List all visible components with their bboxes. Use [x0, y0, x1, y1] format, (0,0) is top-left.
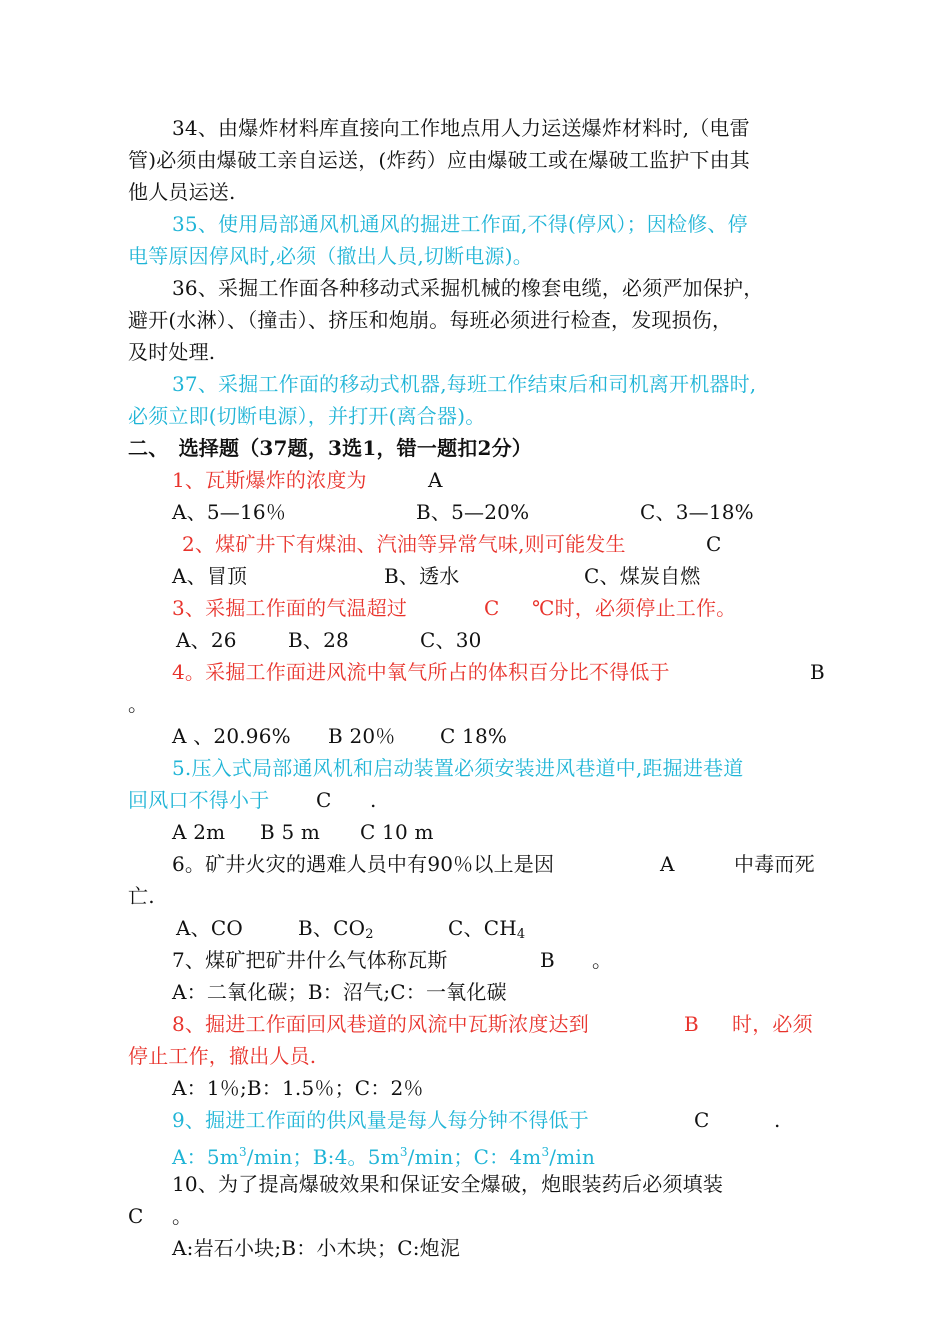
q37-line1: 37、采掘工作面的移动式机器,每班工作结束后和司机离开机器时, — [172, 372, 757, 396]
choice-3-question: 3、采掘工作面的气温超过 — [172, 596, 408, 620]
choice-9-option-b: /min；B:4。5m — [246, 1145, 400, 1169]
choice-5-options — [172, 816, 828, 848]
choice-9-tail: . — [774, 1108, 781, 1132]
choice-10-line2 — [128, 1200, 828, 1232]
choice-4-options — [172, 720, 828, 752]
choice-9-sup-3: 3 — [541, 1145, 550, 1159]
q37-line2: 必须立即(切断电源），并打开(离合器)。 — [128, 404, 486, 428]
choice-9-question: 9、掘进工作面的供风量是每人每分钟不得低于 — [172, 1108, 589, 1132]
choice-3-option-c: C、30 — [420, 628, 482, 652]
choice-2-options — [172, 560, 828, 592]
choice-4-question-line — [172, 656, 828, 688]
choice-7-answer: B — [540, 948, 555, 972]
choice-2-option-b: B、透水 — [384, 564, 460, 588]
choice-5-line1: 5.压入式局部通风机和启动装置必须安装进风巷道中,距掘进巷道 — [172, 756, 744, 780]
choice-5-option-a: A 2m — [172, 820, 226, 844]
choice-7-question: 7、煤矿把矿井什么气体称瓦斯 — [172, 948, 448, 972]
choice-4-question: 4。采掘工作面进风流中氧气所占的体积百分比不得低于 — [172, 660, 670, 684]
choice-10-options: A:岩石小块;B：小木块；C:炮泥 — [172, 1236, 461, 1260]
choice-1-options — [172, 496, 828, 528]
choice-3-options — [172, 624, 828, 656]
choice-3-option-b: B、28 — [288, 628, 349, 652]
choice-7-question-line — [172, 944, 828, 976]
q36-line1: 36、采掘工作面各种移动式采掘机械的橡套电缆，必须严加保护， — [172, 276, 764, 300]
section-2-heading: 二、 选择题（37题，3选1，错一题扣2分） — [128, 436, 532, 460]
choice-6-question: 6。矿井火灾的遇难人员中有90％以上是因 — [172, 852, 555, 876]
choice-4-answer: B — [810, 660, 825, 684]
choice-2-option-c: C、煤炭自燃 — [584, 564, 701, 588]
choice-9-answer: C — [694, 1108, 710, 1132]
choice-6-tail: 中毒而死 — [734, 852, 815, 876]
choice-1-option-b: B、5—20% — [416, 500, 530, 524]
choice-1-question: 1、瓦斯爆炸的浓度为 — [172, 468, 367, 492]
choice-9-sup-1: 3 — [238, 1145, 247, 1159]
choice-9-question-line — [172, 1104, 828, 1136]
choice-9-option-c: /min；C：4m — [407, 1145, 542, 1169]
choice-9-option-a: A：5m — [172, 1145, 239, 1169]
choice-4-tail: 。 — [128, 692, 149, 716]
q36-line3: 及时处理. — [128, 340, 216, 364]
q34-line1: 34、由爆炸材料库直接向工作地点用人力运送爆炸材料时,（电雷 — [172, 116, 750, 140]
choice-1-question-line — [172, 464, 828, 496]
choice-2-question-line — [182, 528, 828, 560]
choice-2-answer: C — [706, 532, 722, 556]
q34-line3: 他人员运送. — [128, 180, 236, 204]
q36-line2: 避开(水淋）、（撞击）、挤压和炮崩。每班必须进行检查，发现损伤， — [128, 308, 733, 332]
choice-4-option-a: A 、20.96% — [172, 724, 291, 748]
choice-10-tail: 。 — [172, 1204, 193, 1228]
choice-6-tail-2: 亡. — [128, 884, 155, 908]
choice-7-options: A：二氧化碳；B：沼气;C：一氧化碳 — [172, 980, 507, 1004]
choice-6-answer: A — [660, 852, 675, 876]
choice-6-option-c-subscript: 4 — [516, 927, 526, 942]
choice-5-line2 — [128, 784, 828, 816]
choice-6-option-a: A、CO — [176, 916, 243, 940]
choice-6-option-b-text: B、CO — [298, 916, 366, 940]
choice-3-question-line — [172, 592, 828, 624]
choice-9-options — [172, 1136, 828, 1168]
choice-8-options: A：1％;B：1.5％；C：2％ — [172, 1076, 424, 1100]
choice-1-option-a: A、5—16％ — [172, 500, 287, 524]
choice-4-number-text — [172, 660, 670, 684]
choice-4-option-b: B 20％ — [328, 724, 396, 748]
choice-6-options — [172, 912, 828, 944]
choice-10-answer: C — [128, 1204, 144, 1228]
choice-8-question-line — [172, 1008, 828, 1040]
choice-6-question-line — [172, 848, 828, 880]
choice-5-answer: C — [316, 788, 332, 812]
q35-line2: 电等原因停风时,必须（撤出人员,切断电源)。 — [128, 244, 533, 268]
choice-5-tail: . — [370, 788, 377, 812]
choice-10-line1: 10、为了提高爆破效果和保证安全爆破，炮眼装药后必须填装 — [172, 1172, 724, 1196]
choice-8-line2: 停止工作，撤出人员. — [128, 1044, 317, 1068]
choice-7-tail: 。 — [592, 948, 613, 972]
choice-2-option-a: A、冒顶 — [172, 564, 248, 588]
choice-8-question: 8、掘进工作面回风巷道的风流中瓦斯浓度达到 — [172, 1012, 589, 1036]
choice-3-answer: C — [484, 596, 500, 620]
choice-5-option-c: C 10 m — [360, 820, 434, 844]
choice-4-option-c: C 18% — [440, 724, 508, 748]
q34-line2: 管)必须由爆破工亲自运送，(炸药）应由爆破工或在爆破工监护下由其 — [128, 148, 751, 172]
choice-9-unit-end: /min — [549, 1145, 596, 1169]
choice-5-question-end: 回风口不得小于 — [128, 788, 270, 812]
choice-2-question: 2、煤矿井下有煤油、汽油等异常气味,则可能发生 — [182, 532, 626, 556]
choice-8-tail: 时，必须 — [732, 1012, 813, 1036]
choice-6-option-c-text: C、CH — [448, 916, 517, 940]
choice-5-option-b: B 5 m — [260, 820, 321, 844]
choice-3-tail: ℃时，必须停止工作。 — [532, 596, 737, 620]
choice-6-option-b-subscript: 2 — [365, 927, 374, 942]
choice-3-option-a: A、26 — [176, 628, 237, 652]
choice-9-sup-2: 3 — [399, 1145, 408, 1159]
choice-1-option-c: C、3—18% — [640, 500, 754, 524]
choice-1-answer: A — [428, 468, 443, 492]
q35-line1: 35、使用局部通风机通风的掘进工作面,不得(停风）；因检修、停 — [172, 212, 748, 236]
choice-8-answer: B — [684, 1012, 699, 1036]
